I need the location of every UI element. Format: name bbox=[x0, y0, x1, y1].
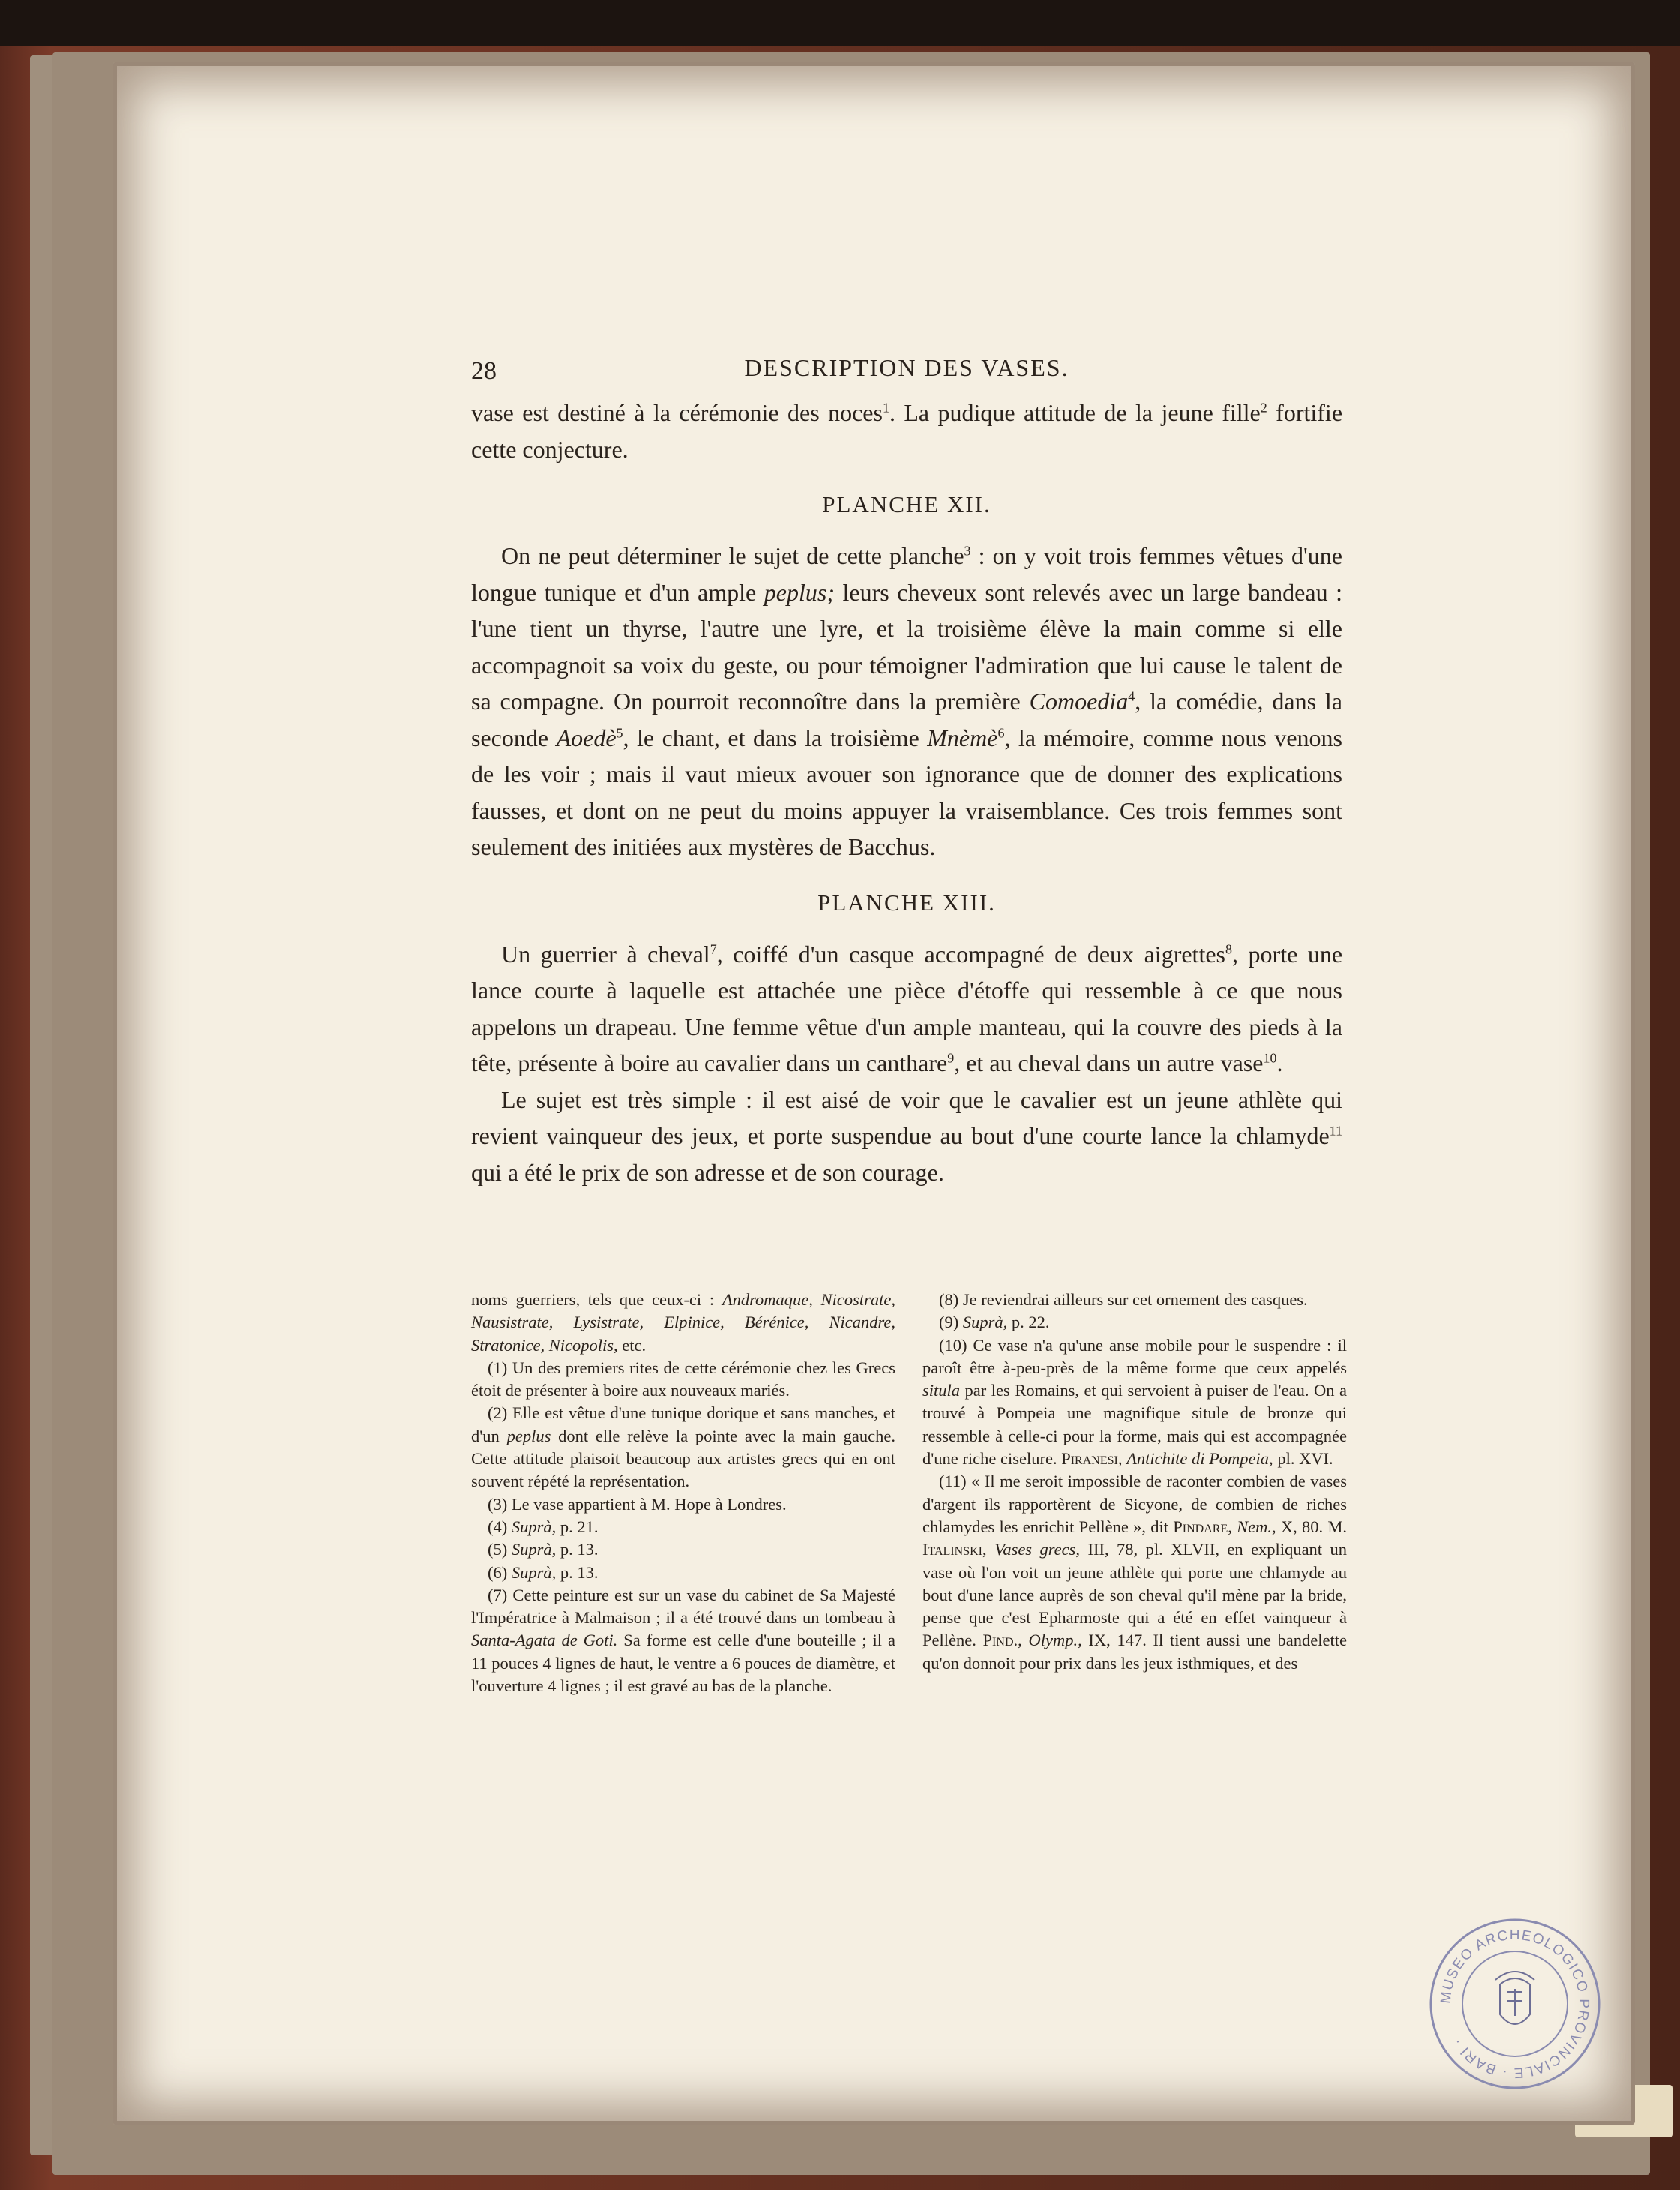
paragraph-plate-xii: On ne peut déterminer le sujet de cette planche$^3$ : on y voit trois femmes vêtues d'une longue tunique et d'un ample peplus; leurs cheveux sont relevés avec un large bandeau : l'une tient un thyrse, l'autre une lyre, et la troisième élève la main comme si elle accompagnoit sa voix du geste, ou pour témoigner l'admiration que lui cause le talent de sa compagne. On pourroit reconnoître dans la première Comoedia$^4$, la comédie, dans la seconde Aoedè$^5$, le chant, et dans la troisième Mnèmè$^6$, la mémoire, comme nous venons de les voir ; mais il vaut mieux avouer son ignorance que de donner des explications fausses, et dont on ne peut du moins appuyer la vraisemblance. Ces trois femmes sont seulement des initiées aux mystères de Bacchus. bbox=[471, 542, 1343, 860]
footnote-7: (7) Cette peinture est sur un vase du cabinet de Sa Majesté l'Impératrice à Malmaison ; il a été trouvé dans un tombeau à Santa-Agata de Goti. Sa forme est celle d'une bouteille ; il a 11 pouces 4 lignes de haut, le ventre a 6 pouces de diamètre, et l'ouverture 4 lignes ; il est gravé au bas de la planche. bbox=[471, 1585, 896, 1696]
footnote-10: (10) Ce vase n'a qu'une anse mobile pour le suspendre : il paroît être à-peu-près de la même forme que ceux appelés situla par les Romains, et qui servoient à puiser de l'eau. On a trouvé à Pompeia une magnifique situle de bronze qui ressemble à celle-ci pour la forme, mais qui est accompagnée d'une riche ciselure. Piranesi, Antichite di Pompeia, pl. XVI. bbox=[922, 1335, 1347, 1468]
footnote-6: (6) Suprà, p. 13. bbox=[488, 1562, 598, 1582]
footnote-4: (4) Suprà, p. 21. bbox=[488, 1516, 598, 1536]
plate-heading-xiii: PLANCHE XIII. bbox=[818, 889, 996, 916]
stamp-text: MUSEO ARCHEOLOGICO PROVINCIALE · BARI · bbox=[1438, 1927, 1592, 2081]
footnote-3: (3) Le vase appartient à M. Hope à Londres. bbox=[488, 1494, 787, 1514]
footnote-1: (1) Un des premiers rites de cette cérémonie chez les Grecs étoit de présenter à boire aux nouveaux mariés. bbox=[471, 1358, 896, 1400]
footnote-continuation: noms guerriers, tels que ceux-ci : Andromaque, Nicostrate, Nausistrate, Lysistrate, Elpinice, Bérénice, Nicandre, Stratonice, Nicopolis, etc. bbox=[471, 1290, 896, 1354]
page-title: DESCRIPTION DES VASES. bbox=[744, 354, 1070, 381]
footnote-2: (2) Elle est vêtue d'une tunique dorique et sans manches, et d'un peplus dont elle relève la pointe avec la main gauche. Cette attitude plaisoit beaucoup aux artistes grecs qui en ont souvent répété la représentation. bbox=[471, 1403, 896, 1491]
running-head bbox=[471, 350, 1342, 394]
footnote-8: (8) Je reviendrai ailleurs sur cet ornement des casques. bbox=[939, 1290, 1308, 1309]
main-text bbox=[471, 350, 1342, 1190]
paragraph-subject: Le sujet est très simple : il est aisé de voir que le cavalier est un jeune athlète qui revient vainqueur des jeux, et porte suspendue au bout d'une courte lance la chlamyde$^{11}$ qui a été le prix de son adresse et de son courage. bbox=[471, 1085, 1342, 1186]
museum-stamp bbox=[1428, 1917, 1602, 2091]
page-number: 28 bbox=[471, 357, 496, 385]
footnotes-left-column bbox=[471, 1288, 896, 1697]
paragraph-plate-xiii: Un guerrier à cheval$^7$, coiffé d'un casque accompagné de deux aigrettes$^8$, porte une lance courte à laquelle est attachée une pièce d'étoffe qui ressemble à ce que nous appelons un drapeau. Une femme vêtue d'un ample manteau, qui la couvre des pieds à la tête, présente à boire au cavalier dans un canthare$^9$, et au cheval dans un autre vase$^{10}$. bbox=[471, 940, 1343, 1076]
coat-of-arms-icon bbox=[1496, 1972, 1534, 2024]
footnote-11: (11) « Il me seroit impossible de raconter combien de vases d'argent ils rapportèrent de Sicyone, de combien de riches chlamydes les enrichit Pellène », dit Pindare, Nem., X, 80. M. Italinski, Vases grecs, III, 78, pl. XLVII, en expliquant un vase où l'on voit un jeune athlète qui porte une chlamyde au bout d'une lance auprès de son cheval qu'il mène par la bride, pense que c'est Epharmoste qui a été en effet vainqueur à Pellène. Pind., Olymp., IX, 147. Il tient aussi une bandelette qu'on donnoit pour prix dans les jeux isthmiques, et des bbox=[922, 1472, 1347, 1672]
footnote-9: (9) Suprà, p. 22. bbox=[939, 1312, 1050, 1332]
paragraph-intro: vase est destiné à la cérémonie des noces$^1$. La pudique attitude de la jeune fille$^2$ fortifie cette conjecture. bbox=[471, 399, 1343, 463]
footnote-5: (5) Suprà, p. 13. bbox=[488, 1540, 598, 1559]
plate-heading-xii: PLANCHE XII. bbox=[822, 491, 992, 518]
footnotes-right-column bbox=[922, 1288, 1347, 1697]
footnotes bbox=[471, 1288, 1347, 1697]
